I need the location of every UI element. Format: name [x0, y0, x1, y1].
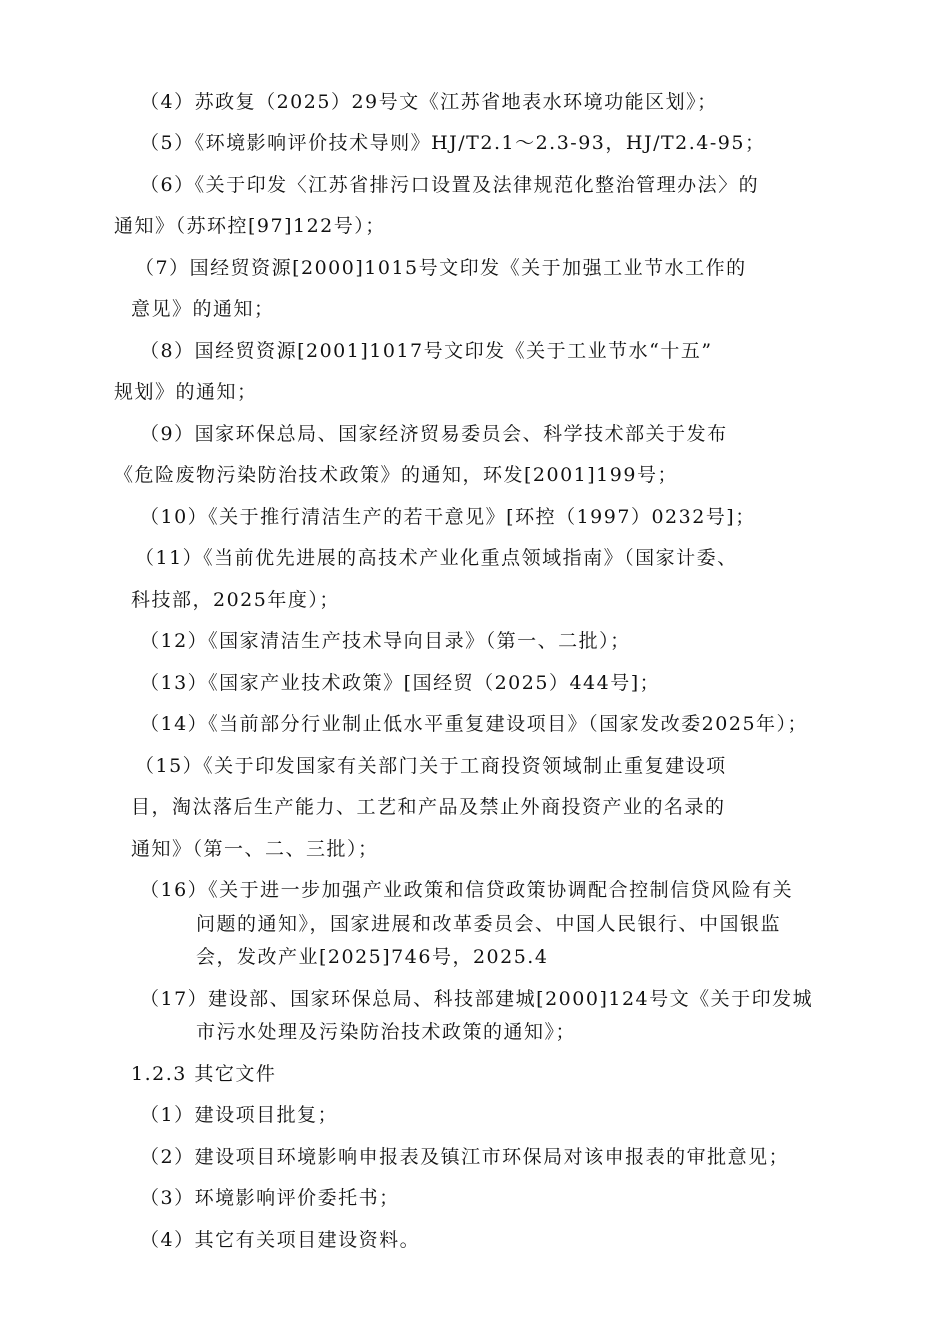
text-line: （6）《关于印发〈江苏省排污口设置及法律规范化整治管理办法〉的 [140, 174, 760, 196]
text-line: 目，淘汰落后生产能力、工艺和产品及禁止外商投资产业的名录的 [131, 796, 726, 818]
text-line: （9）国家环保总局、国家经济贸易委员会、科学技术部关于发布 [140, 423, 728, 445]
text-line: （16）《关于进一步加强产业政策和信贷政策协调配合控制信贷风险有关 [140, 879, 794, 901]
text-line: （1）建设项目批复； [140, 1104, 339, 1126]
text-line: （12）《国家清洁生产技术导向目录》（第一、二批）； [140, 630, 631, 652]
text-line: （5）《环境影响评价技术导则》HJ/T2.1～2.3-93，HJ/T2.4-95； [140, 132, 766, 154]
text-line: （7）国经贸资源[2000]1015号文印发《关于加强工业节水工作的 [135, 257, 747, 279]
text-line: （15）《关于印发国家有关部门关于工商投资领域制止重复建设项 [135, 755, 727, 777]
text-line: （10）《关于推行清洁生产的若干意见》[环控（1997）0232号]； [140, 506, 756, 528]
text-line: （17）建设部、国家环保总局、科技部建城[2000]124号文《关于印发城 [140, 988, 814, 1010]
text-line: （2）建设项目环境影响申报表及镇江市环保局对该申报表的审批意见； [140, 1146, 790, 1168]
text-line: （13）《国家产业技术政策》[国经贸（2025）444号]； [140, 672, 661, 694]
text-line: （8）国经贸资源[2001]1017号文印发《关于工业节水“十五” [140, 340, 713, 362]
text-line: 市污水处理及污染防治技术政策的通知》； [196, 1021, 577, 1043]
text-line: 通知》（第一、二、三批）； [131, 838, 379, 860]
text-line: 问题的通知》，国家进展和改革委员会、中国人民银行、中国银监 [196, 913, 782, 935]
text-line: （11）《当前优先进展的高技术产业化重点领域指南》（国家计委、 [135, 547, 738, 569]
section-heading: 1.2.3 其它文件 [131, 1063, 277, 1085]
text-line: （14）《当前部分行业制止低水平重复建设项目》（国家发改委2025年）； [140, 713, 809, 735]
text-line: （4）苏政复（2025）29号文《江苏省地表水环境功能区划》； [140, 91, 718, 113]
text-line: 会，发改产业[2025]746号，2025.4 [196, 946, 549, 968]
text-line: 规划》的通知； [114, 381, 258, 403]
text-line: 《危险废物污染防治技术政策》的通知，环发[2001]199号； [114, 464, 678, 486]
text-line: （4）其它有关项目建设资料。 [140, 1229, 421, 1251]
text-line: （3）环境影响评价委托书； [140, 1187, 400, 1209]
text-line: 通知》（苏环控[97]122号）； [114, 215, 386, 237]
text-line: 意见》的通知； [131, 298, 275, 320]
text-line: 科技部，2025年度）； [131, 589, 340, 611]
